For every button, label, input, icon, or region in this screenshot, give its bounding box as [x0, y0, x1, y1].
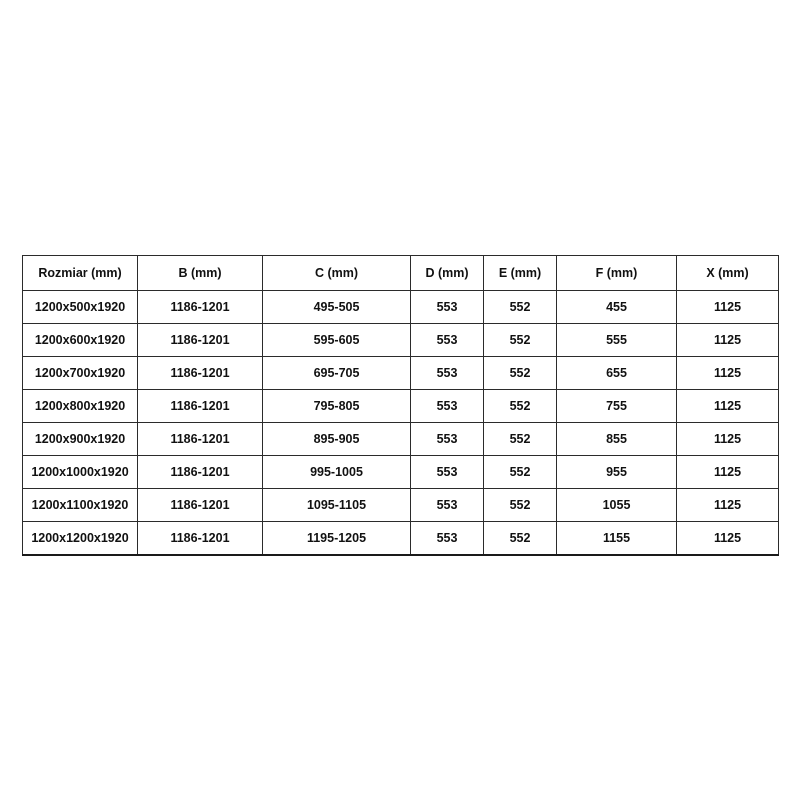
cell-b: 1186-1201	[138, 522, 263, 556]
cell-e: 552	[484, 390, 557, 423]
cell-rozmiar: 1200x800x1920	[23, 390, 138, 423]
cell-b: 1186-1201	[138, 357, 263, 390]
table-row	[23, 390, 779, 423]
dimensions-table	[22, 255, 779, 556]
table-body	[23, 291, 779, 556]
cell-x: 1125	[677, 423, 779, 456]
dimensions-table-container	[22, 255, 778, 556]
cell-d: 553	[411, 291, 484, 324]
column-header-rozmiar: Rozmiar (mm)	[23, 256, 138, 291]
cell-b: 1186-1201	[138, 489, 263, 522]
column-header-d: D (mm)	[411, 256, 484, 291]
cell-e: 552	[484, 456, 557, 489]
table-header-row	[23, 256, 779, 291]
cell-c: 895-905	[263, 423, 411, 456]
table-row	[23, 291, 779, 324]
cell-d: 553	[411, 522, 484, 556]
cell-c: 795-805	[263, 390, 411, 423]
cell-c: 495-505	[263, 291, 411, 324]
cell-x: 1125	[677, 390, 779, 423]
cell-rozmiar: 1200x1200x1920	[23, 522, 138, 556]
cell-x: 1125	[677, 291, 779, 324]
table-header	[23, 256, 779, 291]
cell-d: 553	[411, 489, 484, 522]
cell-d: 553	[411, 324, 484, 357]
cell-d: 553	[411, 357, 484, 390]
cell-b: 1186-1201	[138, 291, 263, 324]
column-header-f: F (mm)	[557, 256, 677, 291]
cell-c: 1195-1205	[263, 522, 411, 556]
cell-e: 552	[484, 489, 557, 522]
column-header-c: C (mm)	[263, 256, 411, 291]
table-row	[23, 324, 779, 357]
cell-c: 595-605	[263, 324, 411, 357]
cell-f: 1155	[557, 522, 677, 556]
cell-c: 695-705	[263, 357, 411, 390]
cell-rozmiar: 1200x1000x1920	[23, 456, 138, 489]
cell-d: 553	[411, 390, 484, 423]
cell-e: 552	[484, 357, 557, 390]
cell-x: 1125	[677, 357, 779, 390]
cell-rozmiar: 1200x700x1920	[23, 357, 138, 390]
cell-f: 655	[557, 357, 677, 390]
column-header-x: X (mm)	[677, 256, 779, 291]
cell-e: 552	[484, 291, 557, 324]
cell-c: 995-1005	[263, 456, 411, 489]
cell-d: 553	[411, 456, 484, 489]
cell-rozmiar: 1200x1100x1920	[23, 489, 138, 522]
cell-f: 555	[557, 324, 677, 357]
table-row	[23, 423, 779, 456]
cell-x: 1125	[677, 489, 779, 522]
cell-e: 552	[484, 522, 557, 556]
cell-b: 1186-1201	[138, 423, 263, 456]
cell-c: 1095-1105	[263, 489, 411, 522]
column-header-e: E (mm)	[484, 256, 557, 291]
cell-rozmiar: 1200x500x1920	[23, 291, 138, 324]
cell-e: 552	[484, 423, 557, 456]
cell-f: 955	[557, 456, 677, 489]
table-row	[23, 357, 779, 390]
cell-f: 455	[557, 291, 677, 324]
cell-f: 755	[557, 390, 677, 423]
cell-b: 1186-1201	[138, 456, 263, 489]
cell-b: 1186-1201	[138, 390, 263, 423]
column-header-b: B (mm)	[138, 256, 263, 291]
cell-e: 552	[484, 324, 557, 357]
cell-b: 1186-1201	[138, 324, 263, 357]
table-row	[23, 456, 779, 489]
cell-x: 1125	[677, 324, 779, 357]
cell-d: 553	[411, 423, 484, 456]
cell-x: 1125	[677, 522, 779, 556]
cell-rozmiar: 1200x600x1920	[23, 324, 138, 357]
cell-f: 1055	[557, 489, 677, 522]
cell-rozmiar: 1200x900x1920	[23, 423, 138, 456]
cell-f: 855	[557, 423, 677, 456]
cell-x: 1125	[677, 456, 779, 489]
table-row	[23, 489, 779, 522]
table-row	[23, 522, 779, 556]
